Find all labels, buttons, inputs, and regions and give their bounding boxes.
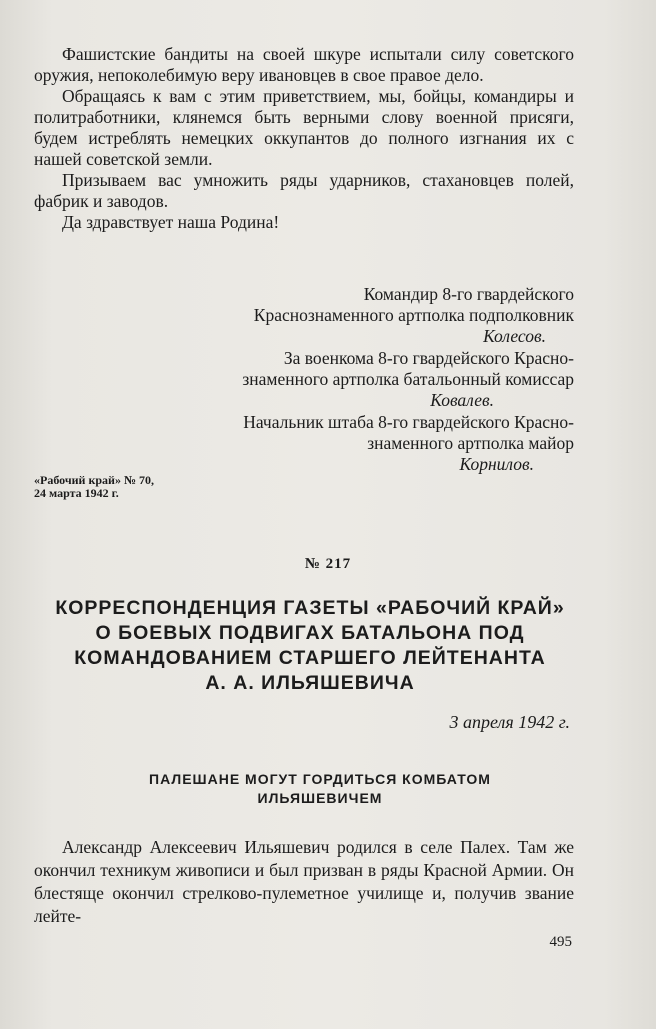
paragraph: Да здравствует наша Родина! [62,212,280,232]
signature-line: Начальник штаба 8-го гвардейского Красно- [243,412,574,432]
source-citation [34,474,154,500]
subheading-line: ПАЛЕШАНЕ МОГУТ ГОРДИТЬСЯ КОМБАТОМ [149,771,491,787]
signature-block [254,284,574,347]
signature-name: Корнилов. [459,454,534,474]
heading-line: А. А. ИЛЬЯШЕВИЧА [205,672,415,694]
paragraph: Обращаясь к вам с этим приветствием, мы, бойцы, командиры и политработники, клянемся быть верными слову военной присяги, будем истреблять немецких оккупантов до полного изгнания их с нашей советской земли. [34,86,574,169]
heading-line: О БОЕВЫХ ПОДВИГАХ БАТАЛЬОНА ПОД [95,622,525,644]
signature-block [242,348,574,411]
document-heading [30,596,590,696]
signature-name: Ковалев. [430,390,494,410]
document-date: 3 апреля 1942 г. [449,712,570,732]
signature-line: знаменного артполка майор [367,433,574,453]
signature-block [243,412,574,475]
intro-text [34,44,574,233]
signature-name: Колесов. [483,326,546,346]
signature-line: знаменного артполка батальонный комиссар [242,369,574,389]
signature-line: За военкома 8-го гвардейского Красно- [283,348,574,368]
source-line: «Рабочий край» № 70, [34,473,155,487]
page-number: 495 [549,934,572,950]
paragraph: Призываем вас умножить ряды ударников, стахановцев полей, фабрик и заводов. [34,170,574,211]
heading-line: КОРРЕСПОНДЕНЦИЯ ГАЗЕТЫ «РАБОЧИЙ КРАЙ» [55,597,565,619]
paragraph: Фашистские бандиты на своей шкуре испытали силу советского оружия, непоколебимую веру ивановцев в свое правое дело. [34,44,574,85]
bio-text [34,836,574,928]
heading-line: КОМАНДОВАНИЕМ СТАРШЕГО ЛЕЙТЕНАНТА [74,647,546,669]
paragraph: Александр Алексеевич Ильяшевич родился в селе Палех. Там же окончил техникум живописи и был призван в ряды Красной Армии. Он блестяще окончил стрелково-пулеметное училище и, получив звание лейте- [34,837,574,926]
signature-line: Командир 8-го гвардейского [363,284,574,304]
document-number: № 217 [304,556,352,572]
signature-line: Краснознаменного артполка подполковник [253,305,574,325]
source-line: 24 марта 1942 г. [34,486,119,500]
subheading-line: ИЛЬЯШЕВИЧЕМ [257,790,383,806]
article-subheading [40,770,600,808]
